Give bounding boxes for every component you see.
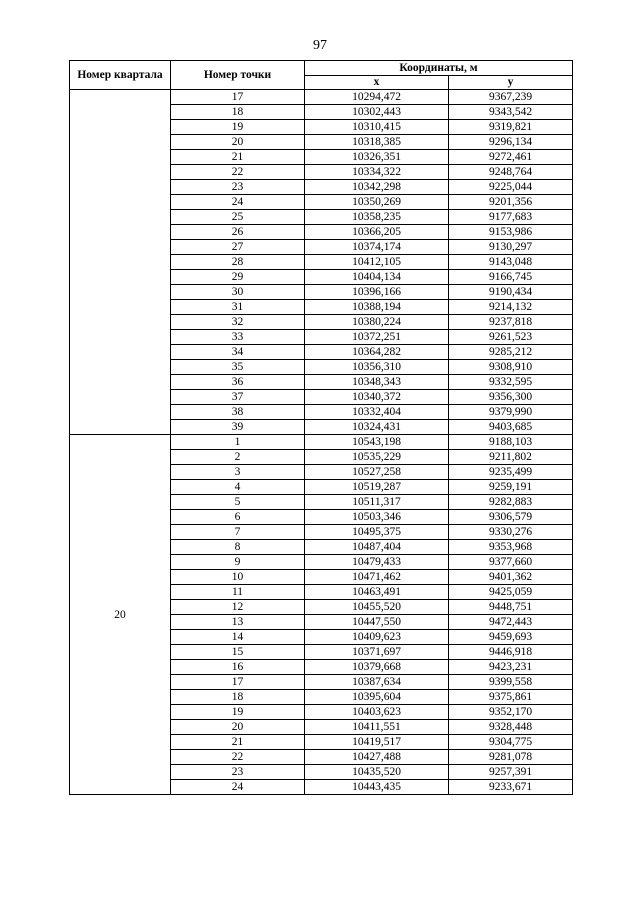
coord-y-cell: 9237,818	[449, 315, 573, 330]
point-number-cell: 21	[171, 735, 305, 750]
coord-y-cell: 9281,078	[449, 750, 573, 765]
point-number-cell: 32	[171, 315, 305, 330]
point-number-cell: 18	[171, 690, 305, 705]
coord-y-cell: 9328,448	[449, 720, 573, 735]
point-number-cell: 8	[171, 540, 305, 555]
coord-y-cell: 9399,558	[449, 675, 573, 690]
coord-x-cell: 10342,298	[305, 180, 449, 195]
coord-y-cell: 9446,918	[449, 645, 573, 660]
point-number-cell: 34	[171, 345, 305, 360]
coord-x-cell: 10350,269	[305, 195, 449, 210]
point-number-cell: 7	[171, 525, 305, 540]
coord-y-cell: 9153,986	[449, 225, 573, 240]
coord-x-cell: 10380,224	[305, 315, 449, 330]
point-number-cell: 9	[171, 555, 305, 570]
point-number-cell: 28	[171, 255, 305, 270]
coord-y-cell: 9190,434	[449, 285, 573, 300]
coord-x-cell: 10371,697	[305, 645, 449, 660]
page-number: 97	[313, 38, 327, 53]
coord-x-cell: 10358,235	[305, 210, 449, 225]
header-x: x	[305, 76, 449, 90]
coord-x-cell: 10447,550	[305, 615, 449, 630]
coord-y-cell: 9379,990	[449, 405, 573, 420]
kvartal-cell	[70, 90, 171, 435]
point-number-cell: 24	[171, 195, 305, 210]
coord-y-cell: 9377,660	[449, 555, 573, 570]
coord-x-cell: 10324,431	[305, 420, 449, 435]
point-number-cell: 25	[171, 210, 305, 225]
point-number-cell: 15	[171, 645, 305, 660]
coord-y-cell: 9356,300	[449, 390, 573, 405]
point-number-cell: 37	[171, 390, 305, 405]
point-number-cell: 17	[171, 675, 305, 690]
coord-y-cell: 9259,191	[449, 480, 573, 495]
point-number-cell: 18	[171, 105, 305, 120]
coord-x-cell: 10379,668	[305, 660, 449, 675]
coord-y-cell: 9319,821	[449, 120, 573, 135]
coord-y-cell: 9285,212	[449, 345, 573, 360]
point-number-cell: 12	[171, 600, 305, 615]
coord-y-cell: 9166,745	[449, 270, 573, 285]
point-number-cell: 23	[171, 180, 305, 195]
coord-y-cell: 9233,671	[449, 780, 573, 795]
coord-y-cell: 9248,764	[449, 165, 573, 180]
coord-x-cell: 10403,623	[305, 705, 449, 720]
point-number-cell: 27	[171, 240, 305, 255]
point-number-cell: 23	[171, 765, 305, 780]
point-number-cell: 6	[171, 510, 305, 525]
point-number-cell: 26	[171, 225, 305, 240]
point-number-cell: 11	[171, 585, 305, 600]
coord-x-cell: 10455,520	[305, 600, 449, 615]
coord-y-cell: 9261,523	[449, 330, 573, 345]
point-number-cell: 38	[171, 405, 305, 420]
point-number-cell: 36	[171, 375, 305, 390]
point-number-cell: 33	[171, 330, 305, 345]
coord-y-cell: 9448,751	[449, 600, 573, 615]
coord-y-cell: 9425,059	[449, 585, 573, 600]
point-number-cell: 1	[171, 435, 305, 450]
coord-y-cell: 9423,231	[449, 660, 573, 675]
table-header	[70, 61, 573, 90]
point-number-cell: 22	[171, 750, 305, 765]
coord-y-cell: 9472,443	[449, 615, 573, 630]
coord-y-cell: 9188,103	[449, 435, 573, 450]
coord-y-cell: 9225,044	[449, 180, 573, 195]
coord-y-cell: 9306,579	[449, 510, 573, 525]
coord-x-cell: 10471,462	[305, 570, 449, 585]
coord-x-cell: 10411,551	[305, 720, 449, 735]
coord-y-cell: 9272,461	[449, 150, 573, 165]
coord-y-cell: 9367,239	[449, 90, 573, 105]
table-row	[70, 90, 573, 105]
coord-x-cell: 10463,491	[305, 585, 449, 600]
coord-y-cell: 9211,802	[449, 450, 573, 465]
coord-x-cell: 10412,105	[305, 255, 449, 270]
coord-x-cell: 10294,472	[305, 90, 449, 105]
point-number-cell: 19	[171, 705, 305, 720]
point-number-cell: 14	[171, 630, 305, 645]
coord-x-cell: 10404,134	[305, 270, 449, 285]
coord-x-cell: 10302,443	[305, 105, 449, 120]
coord-y-cell: 9375,861	[449, 690, 573, 705]
coord-x-cell: 10340,372	[305, 390, 449, 405]
point-number-cell: 20	[171, 135, 305, 150]
point-number-cell: 5	[171, 495, 305, 510]
coord-x-cell: 10395,604	[305, 690, 449, 705]
table-body	[70, 90, 573, 795]
coord-x-cell: 10396,166	[305, 285, 449, 300]
header-y: y	[449, 76, 573, 90]
coord-x-cell: 10334,322	[305, 165, 449, 180]
coord-y-cell: 9143,048	[449, 255, 573, 270]
coord-y-cell: 9403,685	[449, 420, 573, 435]
coord-y-cell: 9330,276	[449, 525, 573, 540]
point-number-cell: 31	[171, 300, 305, 315]
coord-x-cell: 10388,194	[305, 300, 449, 315]
header-coordinates: Координаты, м	[305, 61, 573, 76]
point-number-cell: 17	[171, 90, 305, 105]
coord-y-cell: 9177,683	[449, 210, 573, 225]
coord-x-cell: 10348,343	[305, 375, 449, 390]
coord-y-cell: 9459,693	[449, 630, 573, 645]
point-number-cell: 3	[171, 465, 305, 480]
point-number-cell: 16	[171, 660, 305, 675]
coord-x-cell: 10443,435	[305, 780, 449, 795]
point-number-cell: 24	[171, 780, 305, 795]
point-number-cell: 29	[171, 270, 305, 285]
coord-x-cell: 10535,229	[305, 450, 449, 465]
point-number-cell: 21	[171, 150, 305, 165]
point-number-cell: 35	[171, 360, 305, 375]
coord-y-cell: 9282,883	[449, 495, 573, 510]
coord-x-cell: 10332,404	[305, 405, 449, 420]
coord-y-cell: 9214,132	[449, 300, 573, 315]
coord-y-cell: 9130,297	[449, 240, 573, 255]
coord-y-cell: 9332,595	[449, 375, 573, 390]
coord-y-cell: 9353,968	[449, 540, 573, 555]
coord-y-cell: 9304,775	[449, 735, 573, 750]
coord-x-cell: 10519,287	[305, 480, 449, 495]
coord-x-cell: 10374,174	[305, 240, 449, 255]
coord-x-cell: 10487,404	[305, 540, 449, 555]
coord-y-cell: 9343,542	[449, 105, 573, 120]
coord-x-cell: 10435,520	[305, 765, 449, 780]
coord-y-cell: 9308,910	[449, 360, 573, 375]
coord-x-cell: 10366,205	[305, 225, 449, 240]
coord-x-cell: 10479,433	[305, 555, 449, 570]
coord-x-cell: 10527,258	[305, 465, 449, 480]
point-number-cell: 19	[171, 120, 305, 135]
coord-y-cell: 9201,356	[449, 195, 573, 210]
header-kvartal: Номер квартала	[70, 61, 171, 90]
coord-x-cell: 10310,415	[305, 120, 449, 135]
point-number-cell: 4	[171, 480, 305, 495]
coord-y-cell: 9257,391	[449, 765, 573, 780]
coord-x-cell: 10511,317	[305, 495, 449, 510]
coord-x-cell: 10419,517	[305, 735, 449, 750]
coord-x-cell: 10364,282	[305, 345, 449, 360]
coord-x-cell: 10495,375	[305, 525, 449, 540]
point-number-cell: 20	[171, 720, 305, 735]
header-point-number: Номер точки	[171, 61, 305, 90]
coord-y-cell: 9296,134	[449, 135, 573, 150]
coord-x-cell: 10326,351	[305, 150, 449, 165]
coord-x-cell: 10356,310	[305, 360, 449, 375]
coord-x-cell: 10427,488	[305, 750, 449, 765]
point-number-cell: 13	[171, 615, 305, 630]
coord-x-cell: 10503,346	[305, 510, 449, 525]
coordinates-table	[69, 60, 573, 795]
point-number-cell: 22	[171, 165, 305, 180]
point-number-cell: 10	[171, 570, 305, 585]
kvartal-cell: 20	[70, 435, 171, 795]
coord-x-cell: 10318,385	[305, 135, 449, 150]
point-number-cell: 2	[171, 450, 305, 465]
point-number-cell: 30	[171, 285, 305, 300]
coord-x-cell: 10409,623	[305, 630, 449, 645]
table-row	[70, 435, 573, 450]
coord-y-cell: 9401,362	[449, 570, 573, 585]
coord-x-cell: 10372,251	[305, 330, 449, 345]
coord-x-cell: 10387,634	[305, 675, 449, 690]
coord-y-cell: 9352,170	[449, 705, 573, 720]
coord-y-cell: 9235,499	[449, 465, 573, 480]
coord-x-cell: 10543,198	[305, 435, 449, 450]
point-number-cell: 39	[171, 420, 305, 435]
